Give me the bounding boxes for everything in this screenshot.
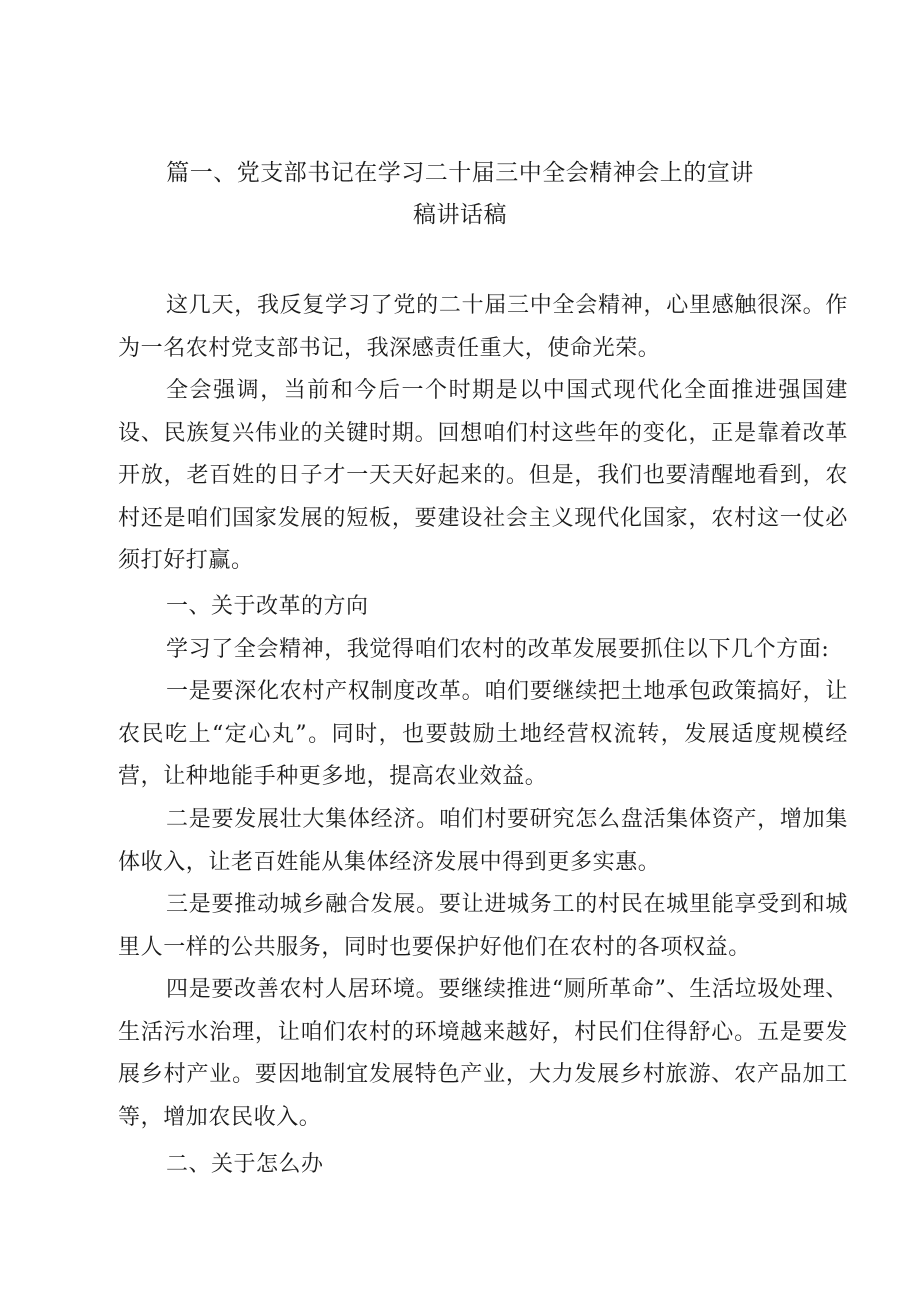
paragraph-point-4: 四是要改善农村人居环境。要继续推进“厕所革命”、生活垃圾处理、生活污水治理，让咱们农村的环境越来越好，村民们住得舒心。五是要发展乡村产业。要因地制宜发展特色产业，大力发展乡村旅游、农产品加工等，增加农民收入。: [118, 977, 848, 1130]
paragraph-point-1: 一是要深化农村产权制度改革。咱们要继续把土地承包政策搞好，让农民吃上“定心丸”。同时，也要鼓励土地经营权流转，发展适度规模经营，让种地能手种更多地，提高农业效益。: [118, 679, 848, 789]
section-heading-what-to-do: 二、关于怎么办: [166, 1152, 324, 1177]
paragraph-point-3: 三是要推动城乡融合发展。要让进城务工的村民在城里能享受到和城里人一样的公共服务，同时也要保护好他们在农村的各项权益。: [118, 892, 848, 960]
paragraph-context: 全会强调，当前和今后一个时期是以中国式现代化全面推进强国建设、民族复兴伟业的关键时期。回想咱们村这些年的变化，正是靠着改革开放，老百姓的日子才一天天好起来的。但是，我们也要清醒地看到，农村还是咱们国家发展的短板，要建设社会主义现代化国家，农村这一仗必须打好打赢。: [118, 378, 848, 573]
document-title-line-2: 稿讲话稿: [413, 202, 507, 228]
section-heading-reform-direction: 一、关于改革的方向: [166, 594, 369, 619]
paragraph-section1-lead: 学习了全会精神，我觉得咱们农村的改革发展要抓住以下几个方面:: [166, 637, 830, 662]
paragraph-point-2: 二是要发展壮大集体经济。咱们村要研究怎么盘活集体资产，增加集体收入，让老百姓能从集体经济发展中得到更多实惠。: [118, 807, 848, 875]
paragraph-intro: 这几天，我反复学习了党的二十届三中全会精神，心里感触很深。作为一名农村党支部书记，我深感责任重大，使命光荣。: [118, 293, 848, 361]
document-title-line-1: 篇一、党支部书记在学习二十届三中全会精神会上的宣讲: [166, 160, 754, 186]
